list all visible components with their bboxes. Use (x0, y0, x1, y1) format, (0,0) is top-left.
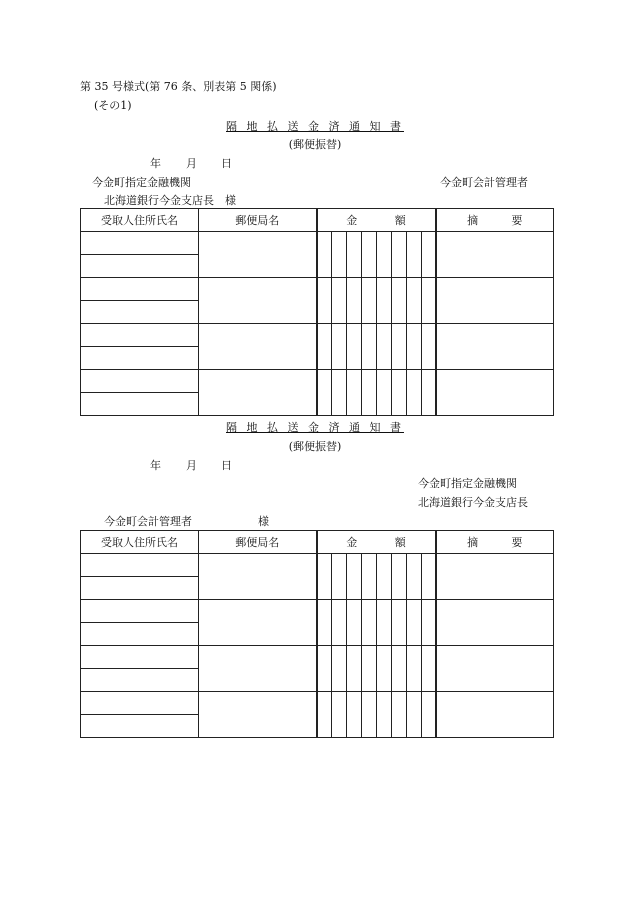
amount-digit-cell (347, 600, 362, 646)
remarks-cell (436, 554, 554, 600)
date-year-label: 年 (150, 459, 161, 472)
document-title: 隔 地 払 送 金 済 通 知 書 (226, 120, 404, 133)
amount-digit-cell (422, 370, 436, 416)
amount-digit-cell (377, 692, 392, 738)
date-year-label: 年 (150, 157, 161, 170)
post-office-cell (199, 278, 317, 324)
amount-digit-cell (362, 232, 377, 278)
remarks-cell (436, 370, 554, 416)
table-row (81, 554, 554, 577)
amount-digit-cell (392, 278, 407, 324)
amount-digit-cell (407, 646, 422, 692)
amount-digit-cell (332, 554, 347, 600)
header-post-office: 郵便局名 (199, 531, 317, 554)
amount-digit-cell (392, 554, 407, 600)
amount-digit-cell (317, 232, 332, 278)
table-row (81, 692, 554, 715)
amount-digit-cell (317, 600, 332, 646)
amount-digit-cell (317, 370, 332, 416)
recipient-cell-top (81, 324, 199, 347)
amount-digit-cell (377, 324, 392, 370)
amount-digit-cell (377, 232, 392, 278)
recipient-cell-top (81, 646, 199, 669)
form-number: 第 35 号様式(第 76 条、別表第 5 関係) (80, 80, 277, 93)
amount-digit-cell (362, 646, 377, 692)
amount-digit-cell (332, 232, 347, 278)
amount-digit-cell (392, 232, 407, 278)
table-row (81, 324, 554, 347)
amount-digit-cell (332, 324, 347, 370)
recipient-cell-top (81, 232, 199, 255)
table-row (81, 370, 554, 393)
recipient-cell-bottom (81, 255, 199, 278)
post-office-cell (199, 646, 317, 692)
sender-branch-manager: 北海道銀行今金支店長 (418, 496, 528, 509)
amount-digit-cell (392, 692, 407, 738)
recipient-cell-bottom (81, 301, 199, 324)
amount-digit-cell (317, 324, 332, 370)
date-day-label: 日 (221, 459, 232, 472)
date-month-label: 月 (186, 157, 197, 170)
amount-digit-cell (422, 324, 436, 370)
amount-digit-cell (422, 278, 436, 324)
amount-digit-cell (317, 692, 332, 738)
document-subtitle: (郵便振替) (288, 138, 342, 151)
amount-digit-cell (362, 554, 377, 600)
post-office-cell (199, 600, 317, 646)
recipient-cell-bottom (81, 669, 199, 692)
table-header-row (81, 209, 554, 232)
remarks-cell (436, 232, 554, 278)
amount-digit-cell (422, 232, 436, 278)
amount-digit-cell (392, 370, 407, 416)
remarks-cell (436, 692, 554, 738)
amount-digit-cell (317, 554, 332, 600)
amount-digit-cell (377, 554, 392, 600)
amount-digit-cell (407, 600, 422, 646)
amount-digit-cell (362, 324, 377, 370)
table-row (81, 600, 554, 623)
amount-digit-cell (347, 554, 362, 600)
document-title-copy: 隔 地 払 送 金 済 通 知 書 (226, 421, 404, 434)
amount-digit-cell (407, 554, 422, 600)
table-row (81, 232, 554, 255)
date-day-label: 日 (221, 157, 232, 170)
date-month-label: 月 (186, 459, 197, 472)
addressee-accountant: 今金町会計管理者 様 (104, 515, 269, 528)
recipient-cell-bottom (81, 347, 199, 370)
amount-digit-cell (317, 278, 332, 324)
document-subtitle-copy: (郵便振替) (288, 440, 342, 453)
amount-digit-cell (377, 600, 392, 646)
header-amount: 金 額 (317, 531, 436, 554)
post-office-cell (199, 692, 317, 738)
amount-digit-cell (347, 324, 362, 370)
header-remarks: 摘 要 (436, 209, 554, 232)
post-office-cell (199, 554, 317, 600)
recipient-cell-top (81, 600, 199, 623)
amount-digit-cell (362, 692, 377, 738)
amount-digit-cell (362, 370, 377, 416)
sender-accountant: 今金町会計管理者 (440, 176, 528, 189)
sender-institution: 今金町指定金融機関 (418, 477, 517, 490)
amount-digit-cell (422, 554, 436, 600)
amount-digit-cell (332, 692, 347, 738)
header-recipient: 受取人住所氏名 (81, 531, 199, 554)
amount-digit-cell (422, 692, 436, 738)
amount-digit-cell (332, 278, 347, 324)
amount-digit-cell (422, 646, 436, 692)
recipient-cell-top (81, 692, 199, 715)
post-office-cell (199, 232, 317, 278)
post-office-cell (199, 370, 317, 416)
amount-digit-cell (362, 278, 377, 324)
amount-digit-cell (392, 324, 407, 370)
form-part: (その1) (94, 99, 132, 112)
remarks-cell (436, 600, 554, 646)
remittance-table (80, 208, 554, 416)
amount-digit-cell (377, 278, 392, 324)
remarks-cell (436, 278, 554, 324)
amount-digit-cell (347, 278, 362, 324)
post-office-cell (199, 324, 317, 370)
recipient-cell-top (81, 370, 199, 393)
amount-digit-cell (317, 646, 332, 692)
header-amount: 金 額 (317, 209, 436, 232)
amount-digit-cell (407, 370, 422, 416)
header-recipient: 受取人住所氏名 (81, 209, 199, 232)
recipient-cell-bottom (81, 393, 199, 416)
remarks-cell (436, 324, 554, 370)
amount-digit-cell (422, 600, 436, 646)
amount-digit-cell (332, 600, 347, 646)
recipient-cell-bottom (81, 715, 199, 738)
amount-digit-cell (407, 232, 422, 278)
amount-digit-cell (347, 692, 362, 738)
amount-digit-cell (347, 646, 362, 692)
amount-digit-cell (392, 600, 407, 646)
table-header-row (81, 531, 554, 554)
table-row (81, 646, 554, 669)
amount-digit-cell (377, 646, 392, 692)
amount-digit-cell (362, 600, 377, 646)
amount-digit-cell (347, 370, 362, 416)
amount-digit-cell (377, 370, 392, 416)
addressee-institution: 今金町指定金融機関 (92, 176, 191, 189)
amount-digit-cell (407, 278, 422, 324)
amount-digit-cell (407, 324, 422, 370)
recipient-cell-bottom (81, 577, 199, 600)
remarks-cell (436, 646, 554, 692)
remittance-table-copy (80, 530, 554, 738)
amount-digit-cell (332, 646, 347, 692)
amount-digit-cell (407, 692, 422, 738)
amount-digit-cell (332, 370, 347, 416)
header-remarks: 摘 要 (436, 531, 554, 554)
addressee-branch-manager: 北海道銀行今金支店長 様 (104, 194, 236, 207)
recipient-cell-bottom (81, 623, 199, 646)
amount-digit-cell (347, 232, 362, 278)
table-row (81, 278, 554, 301)
header-post-office: 郵便局名 (199, 209, 317, 232)
amount-digit-cell (392, 646, 407, 692)
recipient-cell-top (81, 278, 199, 301)
recipient-cell-top (81, 554, 199, 577)
